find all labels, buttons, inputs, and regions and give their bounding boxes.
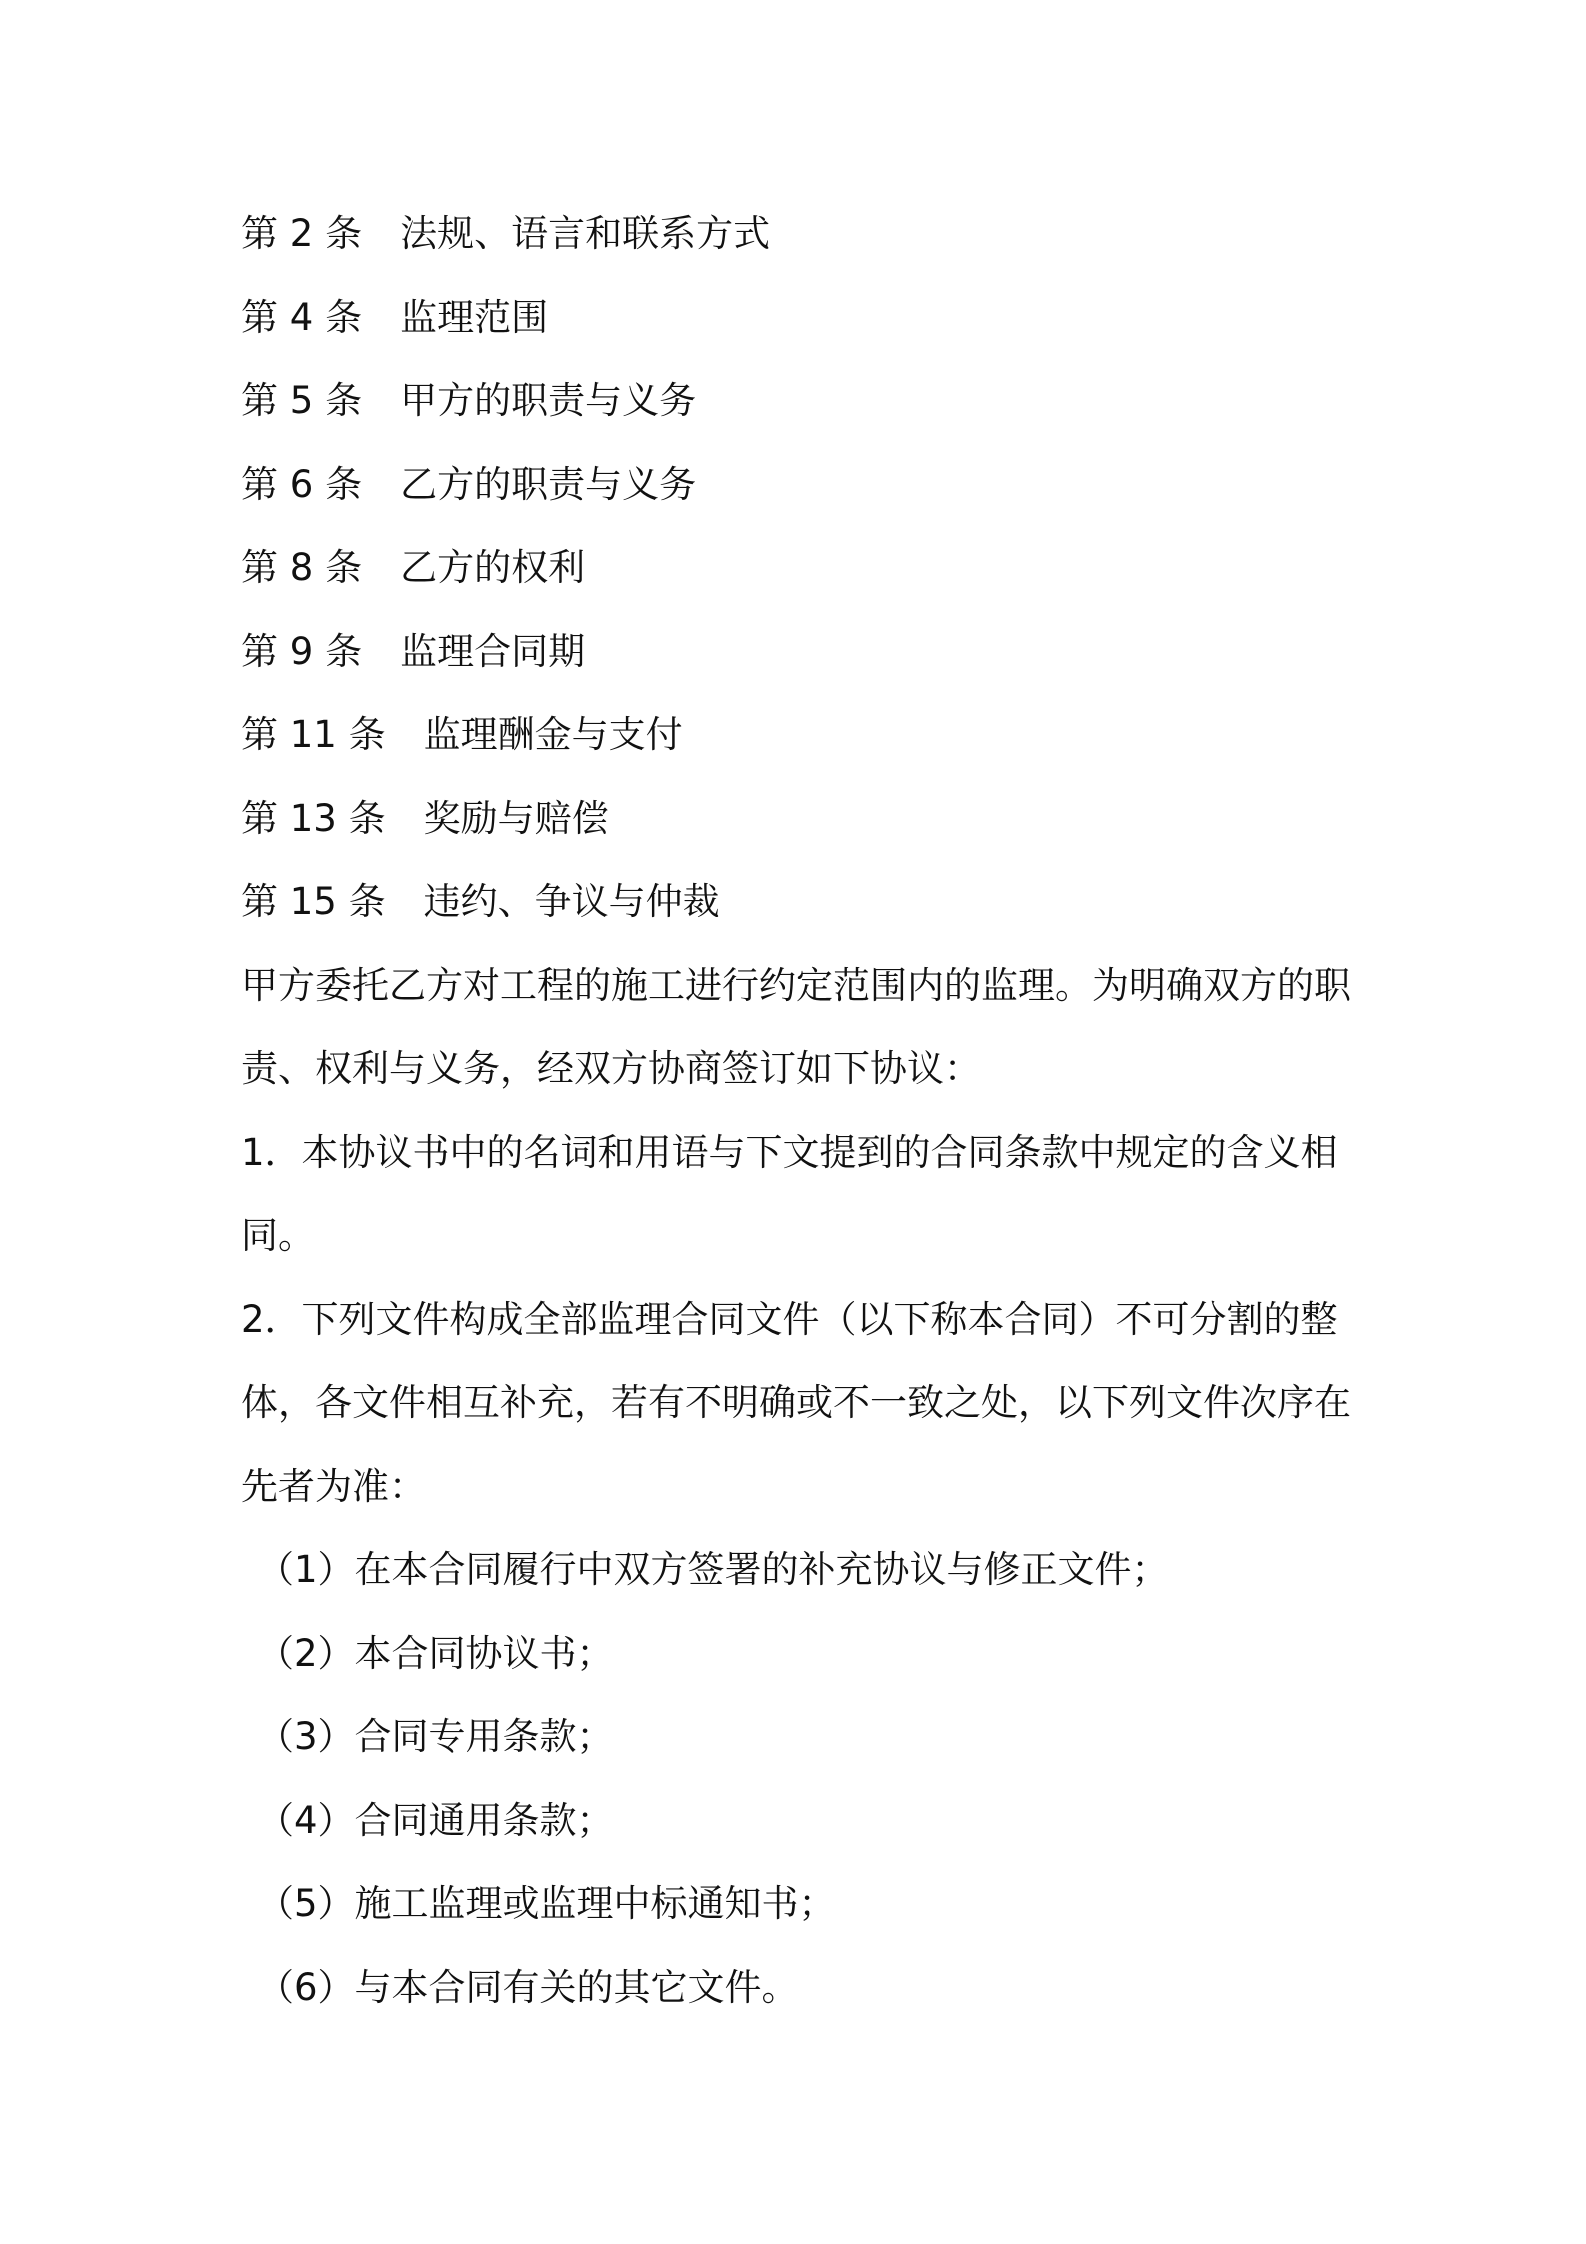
paragraph-line: 责、权利与义务，经双方协商签订如下协议：	[241, 1047, 981, 1090]
list-item: （4）合同通用条款；	[257, 1798, 614, 1842]
document-order-list	[241, 1528, 1361, 2029]
toc-item-4	[241, 276, 1361, 360]
toc-item-title: 违约、争议与仲裁	[423, 880, 720, 923]
paragraph-line: 2．下列文件构成全部监理合同文件（以下称本合同）不可分割的整	[241, 1297, 1338, 1341]
toc-item-number: 第 6 条	[241, 462, 363, 506]
toc-item-title: 监理范围	[400, 295, 549, 339]
toc-item-number: 第 4 条	[241, 295, 363, 339]
toc-item-number: 第 15 条	[241, 880, 386, 923]
intro-paragraph	[241, 944, 1361, 1111]
toc-item-6	[241, 443, 1361, 527]
paragraph-line: 同。	[241, 1214, 315, 1257]
toc-item-number: 第 9 条	[241, 629, 363, 673]
toc-item-8	[241, 526, 1361, 610]
toc-item-title: 乙方的职责与义务	[400, 462, 697, 506]
toc-item-2	[241, 192, 1361, 276]
list-item: （6）与本合同有关的其它文件。	[257, 1965, 799, 2009]
paragraph-line: 1．本协议书中的名词和用语与下文提到的合同条款中规定的含义相	[241, 1130, 1338, 1174]
paragraph-line: 甲方委托乙方对工程的施工进行约定范围内的监理。为明确双方的职	[241, 963, 1351, 1007]
list-item: （1）在本合同履行中双方签署的补充协议与修正文件；	[257, 1548, 1169, 1591]
paragraph-line: 体，各文件相互补充，若有不明确或不一致之处，以下列文件次序在	[241, 1381, 1351, 1424]
toc-item-15	[241, 860, 1361, 944]
clause-2-paragraph	[241, 1278, 1361, 1529]
toc-item-11	[241, 693, 1361, 777]
toc-item-number: 第 5 条	[241, 379, 363, 422]
paragraph-line: 先者为准：	[241, 1464, 426, 1508]
toc-item-title: 法规、语言和联系方式	[400, 212, 771, 255]
toc-item-9	[241, 610, 1361, 694]
toc-item-5	[241, 359, 1361, 443]
toc-item-title: 监理合同期	[400, 629, 586, 673]
list-item: （2）本合同协议书；	[257, 1631, 614, 1675]
toc-item-number: 第 11 条	[241, 713, 386, 756]
toc-item-number: 第 8 条	[241, 546, 363, 589]
toc-item-number: 第 13 条	[241, 796, 386, 840]
toc-item-13	[241, 777, 1361, 861]
document-content	[241, 192, 1361, 2029]
toc-item-number: 第 2 条	[241, 212, 363, 255]
list-item: （3）合同专用条款；	[257, 1715, 614, 1758]
toc-item-title: 监理酬金与支付	[423, 713, 683, 756]
toc-item-title: 甲方的职责与义务	[400, 379, 697, 422]
toc-item-title: 乙方的权利	[400, 546, 586, 589]
toc-item-title: 奖励与赔偿	[423, 796, 609, 840]
list-item: （5）施工监理或监理中标通知书；	[257, 1882, 836, 1925]
clause-1-paragraph	[241, 1111, 1361, 1278]
